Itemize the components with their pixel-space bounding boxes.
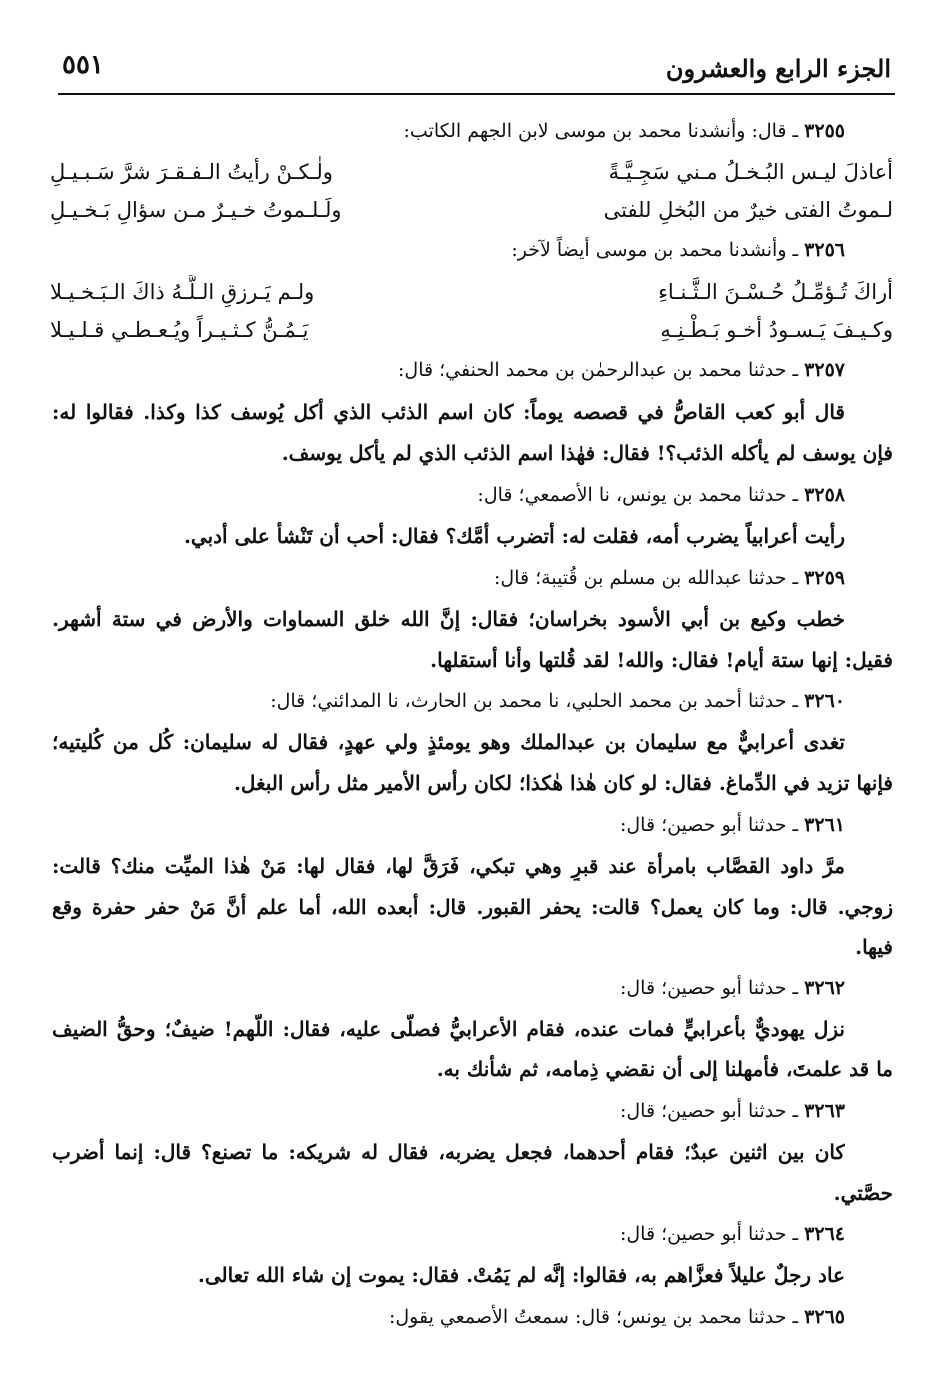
hadith-number: ٣٢٥٨ [804,484,845,506]
hadith-number: ٣٢٦٥ [804,1306,845,1328]
text-line: مرَّ داود القصَّاب بامرأة عند قبرٍ وهي تبكي، فَرَقَّ لها، فقال لها: مَنْ هٰذا الميِّت منك؟ قالت: [52,854,845,878]
verse-hemistich-first: أعاذلَ ليـس البُـخـلُ مـني سَجِـيَّـةً [608,160,893,184]
isnad-text: ـ وأنشدنا محمد بن موسى أيضاً لآخر: [511,239,799,261]
isnad-line [52,973,845,1003]
isnad-text: ـ حدثنا أبو حصين؛ قال: [619,1100,799,1122]
verse-hemistich-first: وكـيـفَ يَـسـودُ أخـو بَـطْـنِـهِ [660,318,893,342]
verse-hemistich-second: ولـم يَـرزقِ الـلَّـهُ ذاكَ الـبَـخـيـلا [50,280,315,304]
text-line: عاد رجلٌ عليلاً فعزَّاهم به، فقالوا: إنَّه لم يَمُتْ. فقال: يموت إن شاء الله تعالى. [197,1263,845,1287]
text-line: فإن يوسف لم يأكله الذئب؟! فقال: فهٰذا اسم الذئب الذي لم يأكل يوسف. [281,441,893,465]
hadith-number: ٣٢٦٢ [804,977,845,999]
text-line: فإنها تزيد في الدِّماغ. فقال: لو كان هٰذا هٰكذا؛ لكان رأس الأمير مثل رأس البغل. [233,771,893,795]
hadith-number: ٣٢٦١ [804,814,845,836]
isnad-line [52,355,845,385]
isnad-line [52,1219,845,1249]
header-rule [58,93,895,95]
verse-line [50,155,893,189]
isnad-line [52,235,845,265]
isnad-line [52,116,845,146]
text-line: تغدى أعرابيٌّ مع سليمان بن عبدالملك وهو يومئذٍ ولي عهدٍ، فقال له سليمان: كُل من كُليتيه؛ [52,730,845,754]
text-line: خطب وكيع بن أبي الأسود بخراسان؛ فقال: إنَّ الله خلق السماوات والأرض في ستة أشهر. [52,607,845,631]
isnad-text: ـ حدثنا أبو حصين؛ قال: [619,977,799,999]
text-line: حصَّتي. [833,1181,893,1205]
isnad-text: ـ حدثنا أبو حصين؛ قال: [619,1223,799,1245]
isnad-text: ـ حدثنا أبو حصين؛ قال: [619,814,799,836]
text-line: نزل يهوديٌّ بأعرابيٍّ فمات عنده، فقام الأعرابيُّ فصلَّى عليه، فقال: اللّهم! ضيفٌ؛ وحقُّ الضيف [52,1017,845,1041]
verse-hemistich-first: أراكَ تُـؤمِّـلُ حُـسْـنَ الـثَّـنـاءِ [658,280,893,304]
verse-line [50,193,893,227]
isnad-line [52,1302,845,1332]
verse-hemistich-first: لـموتُ الفتى خيرٌ من البُخلِ للفتى [603,198,893,222]
text-line: فيها. [855,935,893,959]
verse-hemistich-second: يَـمُـنُّ كـثـيـراً ويُـعـطـي قـلـيـلا [50,318,309,342]
hadith-number: ٣٢٥٧ [804,359,845,381]
hadith-number: ٣٢٦٣ [804,1100,845,1122]
text-line: فقيل: إنها ستة أيام! فقال: والله! لقد قُلتها وأنا أستقلها. [430,648,893,672]
text-line: زوجي. قال: وما كان يعمل؟ قالت: يحفر القبور. قال: أبعده الله، أما علم أنَّ مَنْ حفر حفرة وقع [52,895,893,919]
verse-line [50,313,893,347]
page-number: ٥٥١ [62,50,104,80]
isnad-text: ـ حدثنا محمد بن يونس؛ قال: سمعتُ الأصمعي يقول: [388,1306,799,1328]
isnad-text: ـ حدثنا محمد بن عبدالرحمٰن بن محمد الحنفي؛ قال: [397,359,799,381]
isnad-line [52,1096,845,1126]
hadith-number: ٣٢٦٤ [804,1223,845,1245]
hadith-number: ٣٢٥٩ [804,567,845,589]
isnad-line [52,686,845,716]
isnad-line [52,480,845,510]
hadith-number: ٣٢٥٥ [804,120,845,142]
isnad-line [52,563,845,593]
hadith-number: ٣٢٥٦ [804,239,845,261]
isnad-line [52,810,845,840]
verse-hemistich-second: ولٰـكـنْ رأيتُ الـفـقـرَ شرَّ سَـبـيـلِ [50,160,333,184]
running-header-title: الجزء الرابع والعشرون [665,54,891,83]
isnad-text: ـ حدثنا محمد بن يونس، نا الأصمعي؛ قال: [477,484,799,506]
text-line: قال أبو كعب القاصُّ في قصصه يوماً: كان اسم الذئب الذي أكل يُوسف كذا وكذا. فقالوا له: [52,400,845,424]
text-line: رأيت أعرابياً يضرب أمه، فقلت له: أتضرب أمَّك؟ فقال: أحب أن تَنْشأ على أدبي. [183,524,845,548]
verse-line [50,275,893,309]
hadith-number: ٣٢٦٠ [804,690,845,712]
text-line: كان بين اثنين عبدٌ؛ فقام أحدهما، فجعل يضربه، فقال له شريكه: ما تصنع؟ قال: إنما أضرب [52,1140,845,1164]
text-line: ما قد علمتَ، فأمهلنا إلى أن نقضي ذِمامه، ثم شأنك به. [436,1057,893,1081]
isnad-text: ـ قال: وأنشدنا محمد بن موسى لابن الجهم الكاتب: [403,120,799,142]
isnad-text: ـ حدثنا عبدالله بن مسلم بن قُتيبة؛ قال: [494,567,799,589]
verse-hemistich-second: ولَـلـموتُ خـيـرٌ مـن سؤالِ بَـخـيـلِ [50,198,342,222]
isnad-text: ـ حدثنا أحمد بن محمد الحلبي، نا محمد بن الحارث، نا المدائني؛ قال: [270,690,799,712]
